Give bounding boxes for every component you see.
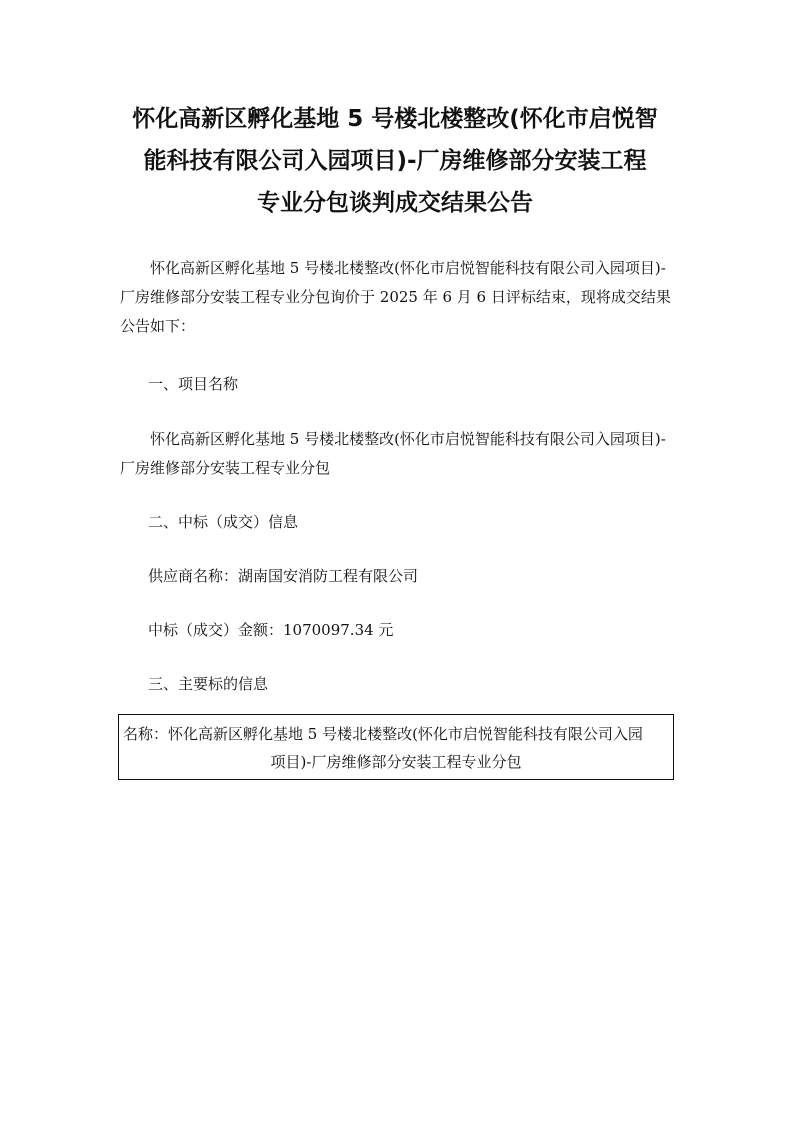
table-row-name-line-2: 项目)-厂房维修部分安装工程专业分包 [270,753,522,771]
section-heading-award-info: 二、中标（成交）信息 [148,513,299,531]
main-subject-table [118,714,674,780]
title-line-2: 能科技有限公司入园项目)-厂房维修部分安装工程 [143,148,647,174]
document-title [110,98,680,224]
title-line-3: 专业分包谈判成交结果公告 [257,190,533,216]
award-amount: 中标（成交）金额：1070097.34 元 [148,621,394,639]
intro-paragraph: 怀化高新区孵化基地 5 号楼北楼整改(怀化市启悦智能科技有限公司入园项目)-厂房维修部分安装工程专业分包询价于 2025 年 6 月 6 日评标结束，现将成交结果公告如下： [120,259,671,335]
table-row-name-line-1: 名称：怀化高新区孵化基地 5 号楼北楼整改(怀化市启悦智能科技有限公司入园 [123,725,643,743]
title-line-1: 怀化高新区孵化基地 5 号楼北楼整改(怀化市启悦智 [132,106,658,132]
section-heading-project-name: 一、项目名称 [148,375,239,393]
project-name-content: 怀化高新区孵化基地 5 号楼北楼整改(怀化市启悦智能科技有限公司入园项目)-厂房维修部分安装工程专业分包 [120,430,666,477]
supplier-name: 供应商名称：湖南国安消防工程有限公司 [148,567,419,585]
section-heading-main-subject: 三、主要标的信息 [148,675,269,693]
